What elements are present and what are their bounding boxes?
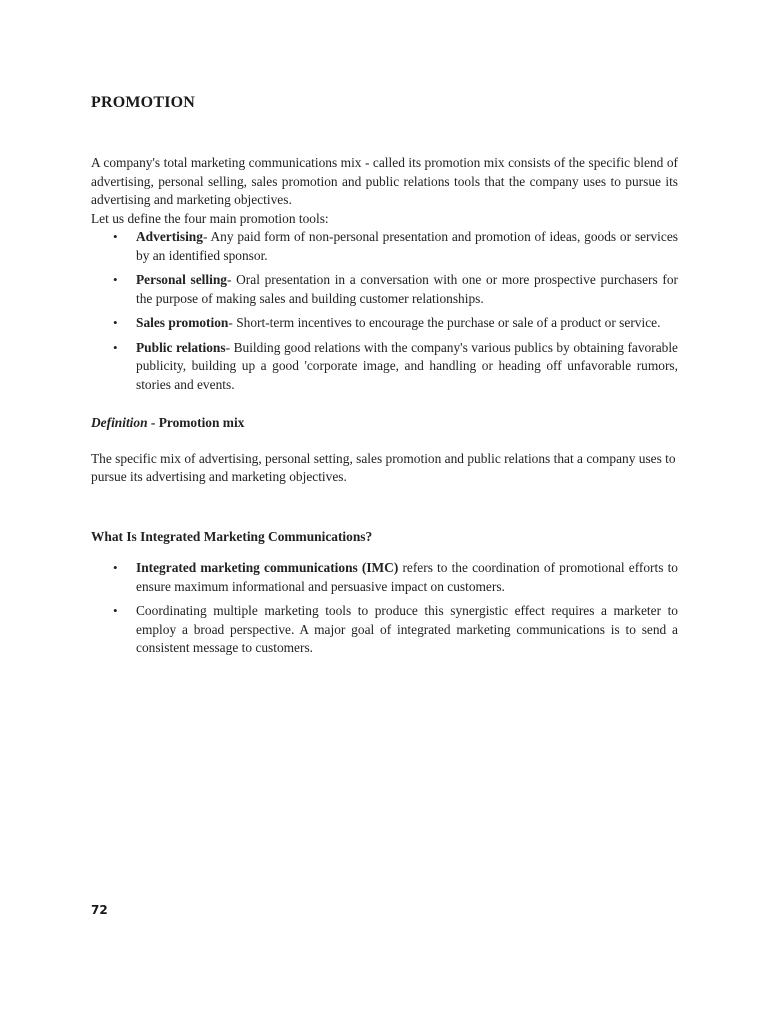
definition-separator: - [147, 415, 159, 430]
list-item [91, 339, 678, 395]
definition-term: Promotion mix [158, 415, 245, 430]
imc-description: Coordinating multiple marketing tools to produce this synergistic effect requires a marketer to employ a broad perspective. A major goal of integrated marketing communications is to send a consistent message to customers. [136, 603, 678, 656]
intro-lead: Let us define the four main promotion tools: [91, 210, 329, 226]
list-item [91, 314, 678, 333]
list-item [91, 228, 678, 265]
bullet-icon: • [113, 229, 118, 244]
bullet-icon: • [113, 339, 118, 355]
imc-heading: What Is Integrated Marketing Communications? [91, 528, 373, 544]
list-item [91, 271, 678, 308]
intro-paragraph: A company's total marketing communications mix - called its promotion mix consists of the specific blend of advertising, personal selling, sales promotion and public relations tools that the company uses to pursue its advertising and marketing objectives. [91, 155, 678, 207]
definition-body: The specific mix of advertising, personal setting, sales promotion and public relations that a company uses to pursue its advertising and marketing objectives. [91, 450, 676, 484]
tool-description: Short-term incentives to encourage the purchase or sale of a product or service. [236, 315, 661, 330]
list-item [91, 602, 678, 658]
bullet-icon: • [113, 560, 118, 576]
page-content [91, 94, 678, 664]
promotion-tools-list [91, 228, 678, 394]
imc-list [91, 559, 678, 658]
bullet-icon: • [113, 315, 118, 330]
page-heading: PROMOTION [91, 94, 196, 111]
tool-separator: - [225, 339, 234, 355]
definition-label: Definition [91, 415, 148, 430]
tool-description: Oral presentation in a conversation with one or more prospective purchasers for the purpose of making sales and building customer relationships. [136, 272, 678, 306]
page-number: 72 [91, 903, 108, 917]
tool-separator: - [202, 229, 211, 244]
list-item [91, 559, 678, 596]
tool-term: Public relations [136, 339, 226, 355]
tool-term: Advertising [136, 229, 203, 244]
tool-term: Sales promotion [136, 315, 229, 330]
bullet-icon: • [113, 272, 118, 287]
tool-description: Building good relations with the company's various publics by obtaining favorable publicity, building up a good 'corporate image, and handling or heading off unfavorable rumors, stories and events. [136, 339, 678, 392]
imc-term: Integrated marketing communications (IMC) [136, 560, 399, 576]
tool-separator: - [226, 272, 237, 287]
definition-heading [91, 414, 678, 433]
bullet-icon: • [113, 603, 118, 619]
tool-term: Personal selling [136, 272, 227, 287]
imc-description: refers to the coordination of promotional efforts to ensure maximum informational and persuasive impact on customers. [136, 560, 678, 594]
tool-description: Any paid form of non-personal presentation and promotion of ideas, goods or services by an identified sponsor. [136, 229, 678, 263]
tool-separator: - [228, 315, 237, 330]
